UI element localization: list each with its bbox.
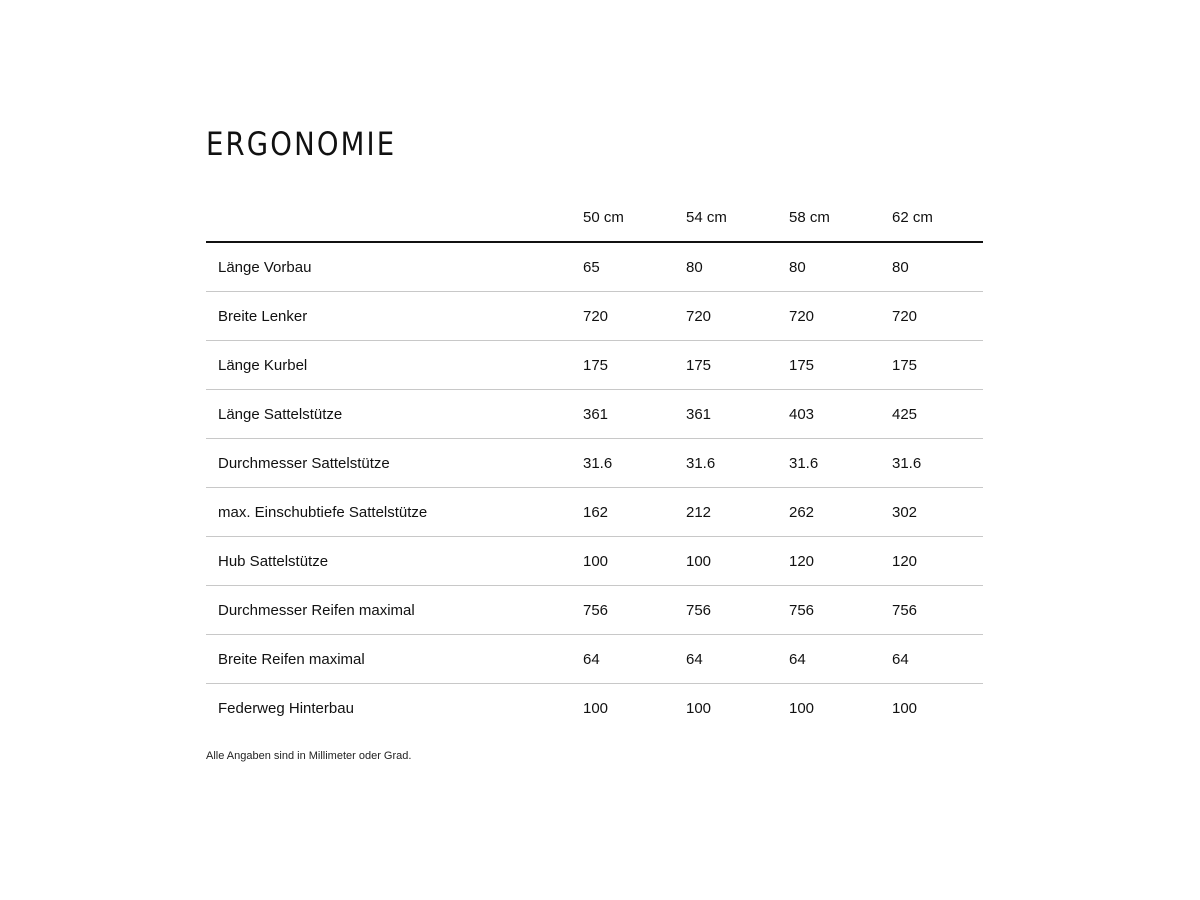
row-value: 120: [880, 537, 983, 586]
table-row: [206, 586, 983, 635]
row-value: 175: [777, 341, 880, 390]
table-row: [206, 439, 983, 488]
row-value: 65: [571, 242, 674, 292]
row-label: Durchmesser Sattelstütze: [206, 439, 571, 488]
row-label: Hub Sattelstütze: [206, 537, 571, 586]
row-value: 175: [674, 341, 777, 390]
table-row: [206, 488, 983, 537]
row-label: Breite Reifen maximal: [206, 635, 571, 684]
row-value: 425: [880, 390, 983, 439]
row-value: 302: [880, 488, 983, 537]
row-value: 175: [880, 341, 983, 390]
column-header-size: 58 cm: [777, 193, 880, 242]
row-value: 64: [777, 635, 880, 684]
row-label: max. Einschubtiefe Sattelstütze: [206, 488, 571, 537]
table-row: [206, 242, 983, 292]
row-value: 361: [571, 390, 674, 439]
row-value: 720: [674, 292, 777, 341]
row-value: 403: [777, 390, 880, 439]
row-label: Durchmesser Reifen maximal: [206, 586, 571, 635]
row-value: 100: [686, 699, 712, 717]
row-value: 100: [789, 699, 815, 717]
row-value: 80: [674, 242, 777, 292]
column-header-size: 50 cm: [571, 193, 674, 242]
table-row: [206, 684, 983, 733]
table-row: [206, 635, 983, 684]
table-header-empty: [206, 193, 571, 242]
row-value: 64: [880, 635, 983, 684]
row-value: 756: [777, 586, 880, 635]
column-header-size: 54 cm: [674, 193, 777, 242]
ergonomics-table: [206, 193, 983, 732]
row-label: Länge Sattelstütze: [206, 390, 571, 439]
table-row: [206, 390, 983, 439]
row-value: 31.6: [571, 439, 674, 488]
row-value: 262: [777, 488, 880, 537]
page-title: ERGONOMIE: [206, 125, 397, 163]
row-value: 756: [571, 586, 674, 635]
row-value: 100: [892, 699, 918, 717]
row-label: Länge Vorbau: [206, 242, 571, 292]
row-value: 31.6: [777, 439, 880, 488]
row-value: 756: [674, 586, 777, 635]
row-value: 212: [674, 488, 777, 537]
row-value: 361: [674, 390, 777, 439]
row-value: 720: [880, 292, 983, 341]
row-value: 756: [880, 586, 983, 635]
row-value: 720: [777, 292, 880, 341]
column-header-size: 62 cm: [880, 193, 983, 242]
table-header-row: [206, 193, 983, 242]
row-value: 31.6: [880, 439, 983, 488]
row-label: Federweg Hinterbau: [218, 699, 354, 717]
table-row: [206, 292, 983, 341]
row-value: 100: [571, 537, 674, 586]
table-row: [206, 341, 983, 390]
row-value: 100: [674, 537, 777, 586]
row-value: 100: [583, 699, 609, 717]
row-value: 80: [777, 242, 880, 292]
row-value: 31.6: [674, 439, 777, 488]
row-value: 720: [571, 292, 674, 341]
row-value: 80: [880, 242, 983, 292]
row-value: 64: [571, 635, 674, 684]
row-label: Länge Kurbel: [206, 341, 571, 390]
row-value: 120: [777, 537, 880, 586]
row-value: 64: [674, 635, 777, 684]
table-row: [206, 537, 983, 586]
units-footnote: Alle Angaben sind in Millimeter oder Grad.: [206, 750, 412, 762]
row-value: 175: [571, 341, 674, 390]
row-value: 162: [571, 488, 674, 537]
row-label: Breite Lenker: [206, 292, 571, 341]
